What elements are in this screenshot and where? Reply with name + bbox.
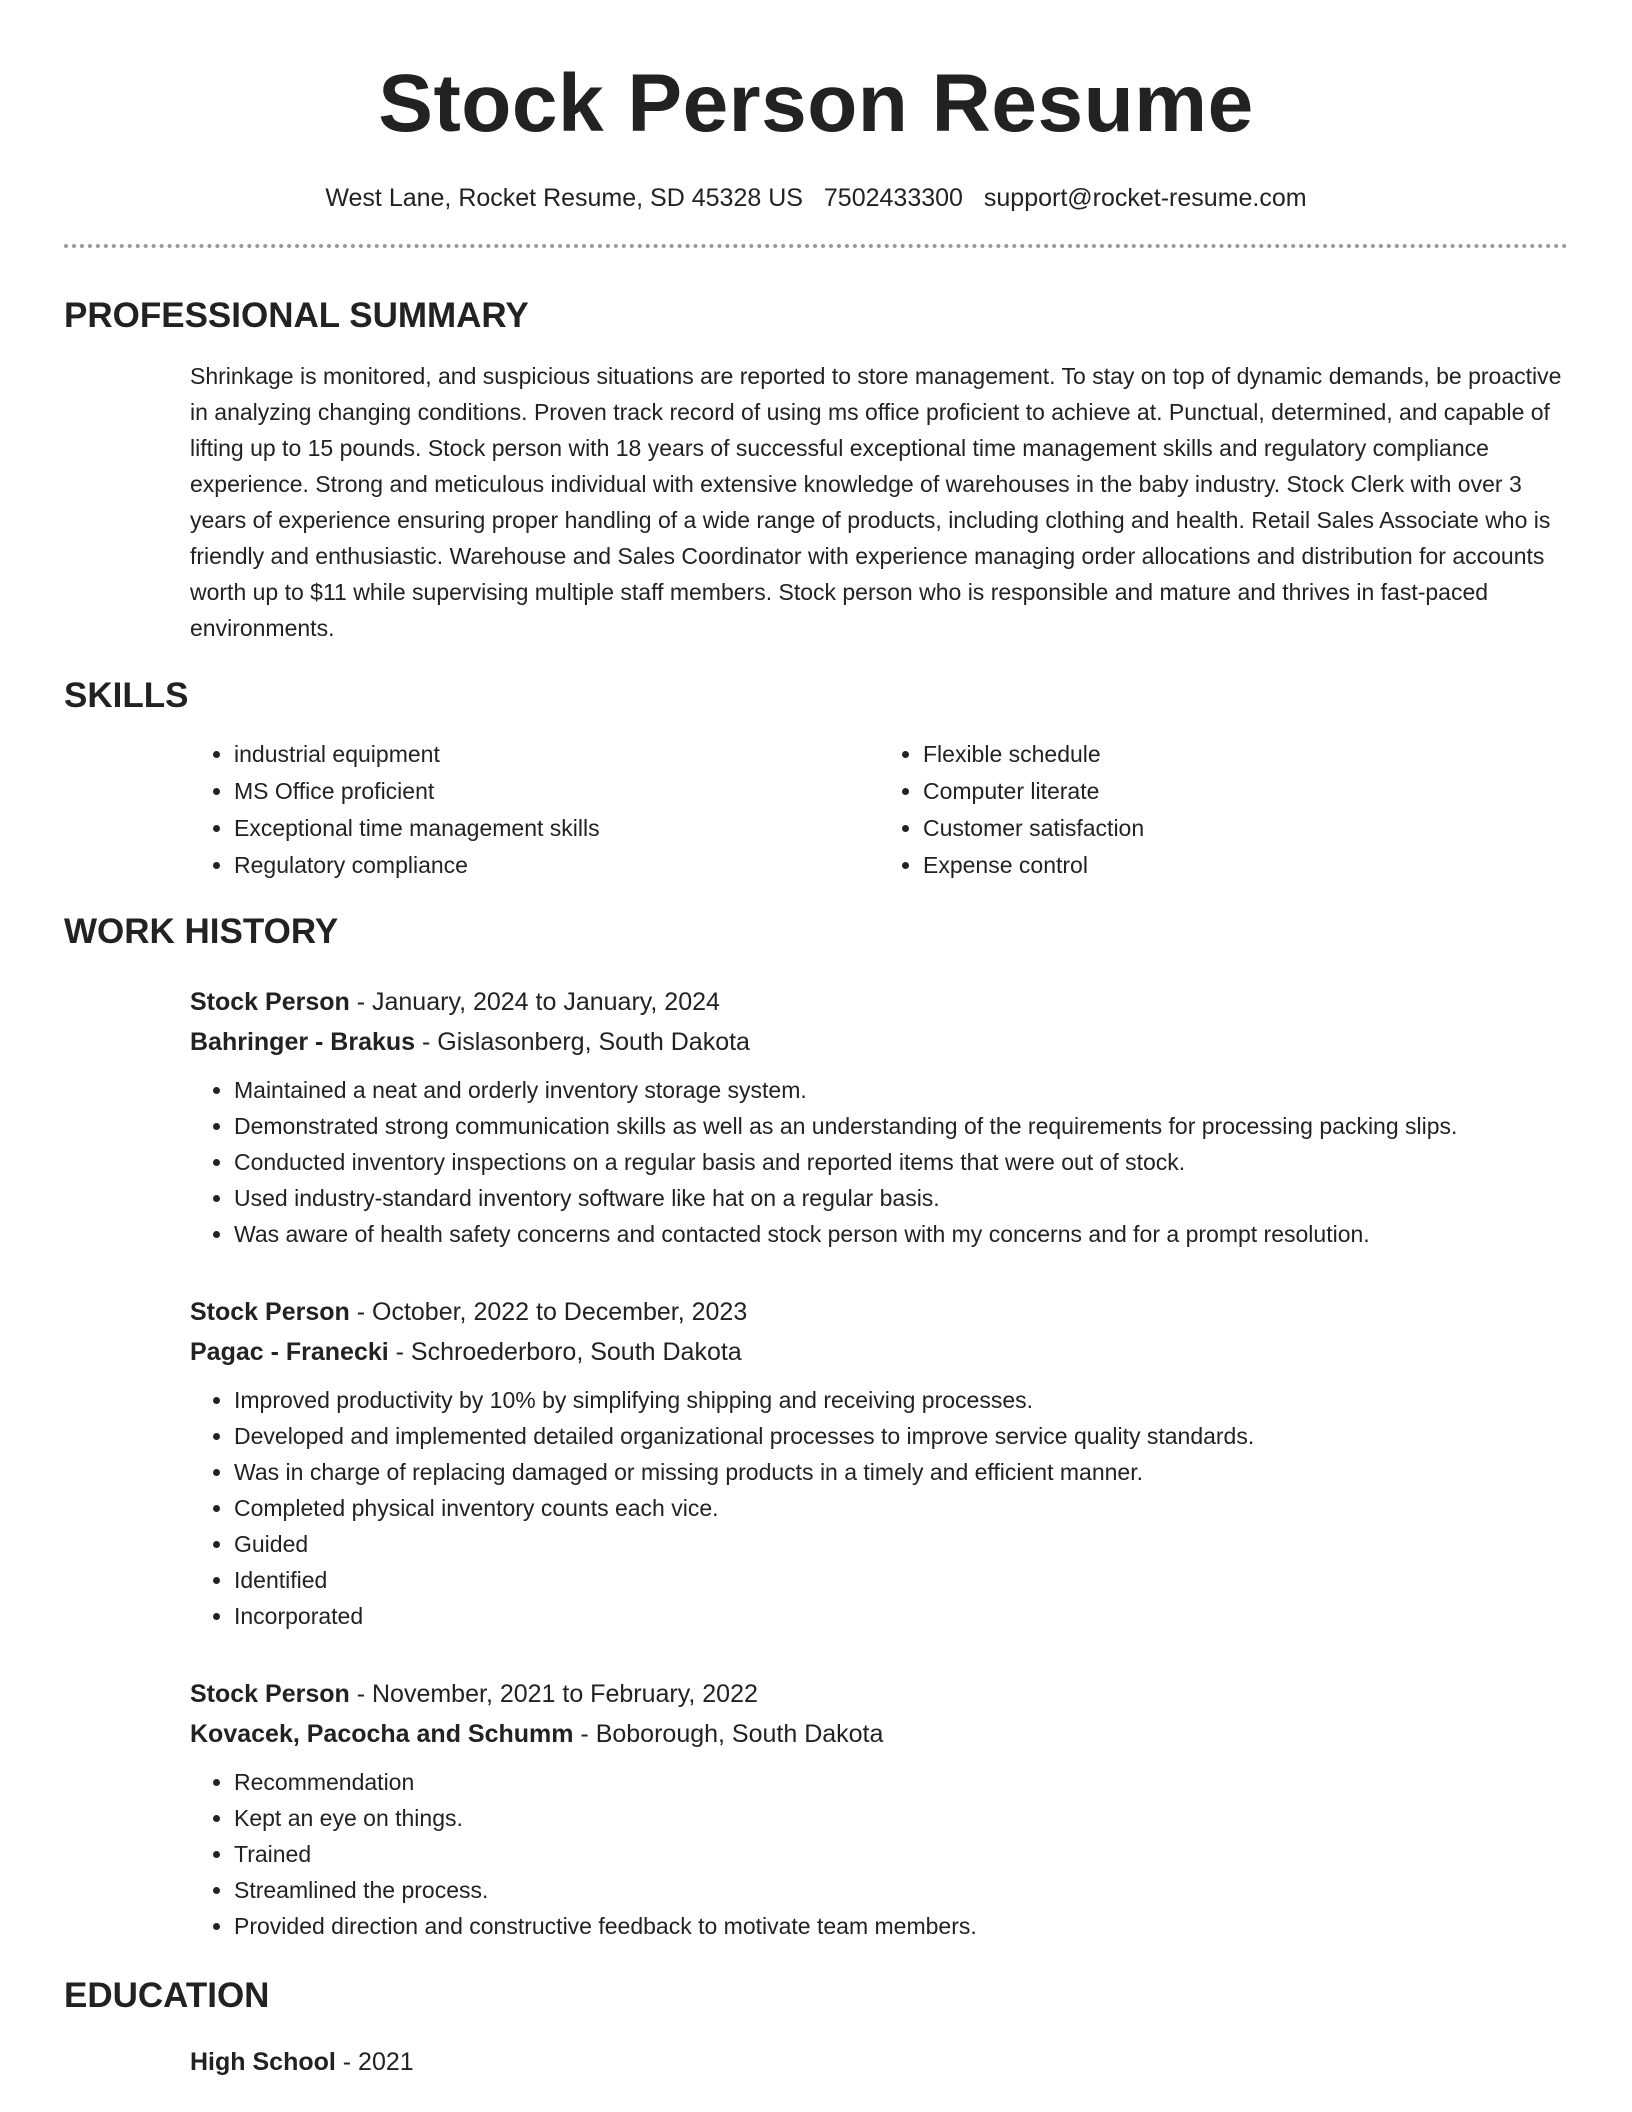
summary-heading: PROFESSIONAL SUMMARY: [64, 296, 529, 335]
job-company: Bahringer - Brakus: [190, 1028, 416, 1056]
job-title-line: [190, 982, 1568, 1022]
contact-phone: 7502433300: [823, 184, 963, 212]
job-title: Stock Person: [190, 1680, 350, 1708]
job-bullet: • Kept an eye on things.: [234, 1800, 1568, 1836]
job-title-line: [190, 1292, 1568, 1332]
skills-heading: SKILLS: [64, 676, 189, 715]
job-dates: - October, 2022 to December, 2023: [349, 1298, 748, 1326]
job-bullets: [190, 1382, 1568, 1634]
job-company: Pagac - Franecki: [190, 1338, 389, 1366]
job-bullet: • Trained: [234, 1836, 1568, 1872]
skills-list-left: [190, 736, 879, 884]
job-title: Stock Person: [190, 1298, 350, 1326]
skill-item: • Flexible schedule: [923, 736, 1568, 773]
education-degree: High School: [190, 2048, 336, 2076]
skill-item: • MS Office proficient: [234, 773, 879, 810]
job-bullet: • Demonstrated strong communication skills as well as an understanding of the requirements for processing packing slips.: [234, 1108, 1568, 1144]
skills-section: [64, 736, 1568, 884]
skill-item: • Exceptional time management skills: [234, 810, 879, 847]
skill-item: • Computer literate: [923, 773, 1568, 810]
education-heading: EDUCATION: [64, 1976, 270, 2015]
contact-line: [64, 182, 1568, 214]
job-bullet: • Guided: [234, 1526, 1568, 1562]
job-bullets: [190, 1764, 1568, 1944]
job-dates: - January, 2024 to January, 2024: [349, 988, 720, 1016]
job-bullet: • Completed physical inventory counts each vice.: [234, 1490, 1568, 1526]
job-entry: [190, 982, 1568, 1252]
work-history-heading: WORK HISTORY: [64, 912, 339, 951]
skill-item: • industrial equipment: [234, 736, 879, 773]
summary-text: Shrinkage is monitored, and suspicious situations are reported to store management. To stay on top of dynamic demands, be proactive in analyzing changing conditions. Proven track record of using ms office proficient to achieve at. Punctual, determined, and capable of lifting up to 15 pounds. Stock person with 18 years of successful exceptional time management skills and regulatory compliance experience. Strong and meticulous individual with extensive knowledge of warehouses in the baby industry. Stock Clerk with over 3 years of experience ensuring proper handling of a wide range of products, including clothing and health. Retail Sales Associate who is friendly and enthusiastic. Warehouse and Sales Coordinator with experience managing order allocations and distribution for accounts worth up to $11 while supervising multiple staff members. Stock person who is responsible and mature and thrives in fast-paced environments.: [190, 363, 1562, 641]
job-bullet: • Recommendation: [234, 1764, 1568, 1800]
job-location: - Gislasonberg, South Dakota: [415, 1028, 750, 1056]
job-bullet: • Provided direction and constructive feedback to motivate team members.: [234, 1908, 1568, 1944]
job-entry: [190, 1292, 1568, 1634]
skill-item: • Regulatory compliance: [234, 847, 879, 884]
job-location: - Boborough, South Dakota: [573, 1720, 884, 1748]
job-bullet: • Was in charge of replacing damaged or missing products in a timely and efficient manner.: [234, 1454, 1568, 1490]
job-entry: [190, 1674, 1568, 1944]
job-bullet: • Streamlined the process.: [234, 1872, 1568, 1908]
job-company-line: [190, 1714, 1568, 1754]
job-bullet: • Was aware of health safety concerns and contacted stock person with my concerns and for a prompt resolution.: [234, 1216, 1568, 1252]
job-bullets: [190, 1072, 1568, 1252]
job-company-line: [190, 1332, 1568, 1372]
skills-list-right: [879, 736, 1568, 884]
education-entry: [64, 2044, 1568, 2080]
skills-grid: [190, 736, 1568, 884]
job-title: Stock Person: [190, 988, 350, 1016]
job-bullet: • Improved productivity by 10% by simplifying shipping and receiving processes.: [234, 1382, 1568, 1418]
work-history-section: [64, 982, 1568, 1944]
contact-address: West Lane, Rocket Resume, SD 45328 US: [325, 184, 803, 212]
job-bullet: • Maintained a neat and orderly inventory storage system.: [234, 1072, 1568, 1108]
job-bullet: • Conducted inventory inspections on a regular basis and reported items that were out of stock.: [234, 1144, 1568, 1180]
skill-item: • Customer satisfaction: [923, 810, 1568, 847]
job-bullet: • Developed and implemented detailed organizational processes to improve service quality standards.: [234, 1418, 1568, 1454]
job-bullet: • Incorporated: [234, 1598, 1568, 1634]
job-title-line: [190, 1674, 1568, 1714]
job-bullet: • Used industry-standard inventory software like hat on a regular basis.: [234, 1180, 1568, 1216]
job-dates: - November, 2021 to February, 2022: [349, 1680, 758, 1708]
contact-email: support@rocket-resume.com: [983, 184, 1307, 212]
education-year: - 2021: [335, 2048, 414, 2076]
header-divider: [64, 244, 1568, 248]
resume-title: Stock Person Resume: [378, 58, 1254, 149]
job-location: - Schroederboro, South Dakota: [388, 1338, 742, 1366]
job-bullet: • Identified: [234, 1562, 1568, 1598]
job-company-line: [190, 1022, 1568, 1062]
job-company: Kovacek, Pacocha and Schumm: [190, 1720, 574, 1748]
skill-item: • Expense control: [923, 847, 1568, 884]
